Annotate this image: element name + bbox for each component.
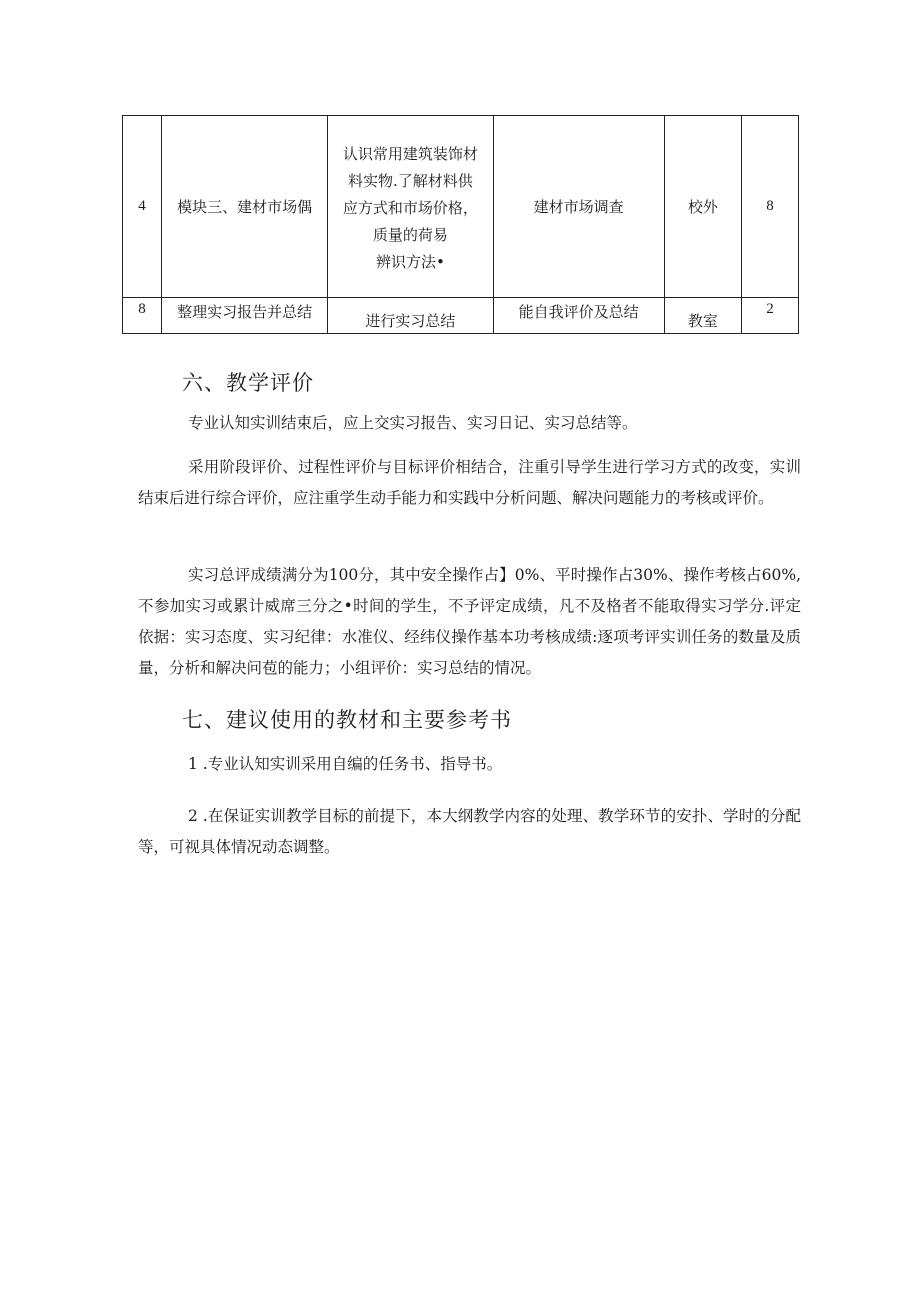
cell-requirement: 能自我评价及总结 [493,298,664,334]
section6-heading: 六、教学评价 [182,371,314,395]
content-line: 料实物.了解材料供 [348,172,473,190]
cell-module: 整理实习报告并总结 [162,298,328,334]
table-row [123,298,799,334]
section7-heading: 七、建议使用的教材和主要参考书 [182,708,512,732]
cell-content [328,116,493,298]
section7-item-2: 2 .在保证实训教学目标的前提下，本大纲教学内容的处理、教学环节的安扑、学时的分配等，可视具体情况动态调整。 [138,807,801,856]
cell-location: 校外 [664,116,741,298]
section6-paragraph-1: 专业认知实训结束后，应上交实习报告、实习日记、实习总结等。 [188,414,638,432]
content-line: 辨识方法• [375,253,445,271]
cell-module: 模块三、建材市场偶 [162,116,328,298]
section6-paragraph-3: 实习总评成绩满分为100分，其中安全操作占】0%、平时操作占30%、操作考核占60%,不参加实习或累计威席三分之•时间的学生，不予评定成绩，凡不及格者不能取得实习学分.评定依据：实习态度、实习纪律：水准仪、经纬仪操作基本功考核成绩:逐项考评实训任务的数量及质量，分析和解决问苞的能力；小组评价：实习总结的情况。 [138,566,801,677]
cell-requirement: 建材市场调查 [493,116,664,298]
cell-content: 进行实习总结 [328,298,493,334]
section6-paragraph-2: 采用阶段评价、过程性评价与目标评价相结合，注重引导学生进行学习方式的改变，实训结束后进行综合评价，应注重学生动手能力和实践中分析问题、解决问题能力的考核或评价。 [138,458,801,507]
schedule-table [122,115,799,334]
content-line: 认识常用建筑装饰材 [342,145,478,163]
cell-no: 4 [123,116,162,298]
cell-location: 教室 [664,298,741,334]
table-row [123,116,799,298]
cell-hours: 8 [741,116,798,298]
content-line: 应方式和市场价格， [342,199,478,217]
content-line: 质量的荷易 [372,226,448,244]
cell-hours: 2 [741,298,798,334]
section7-item-1: 1 .专业认知实训采用自编的任务书、指导书。 [188,755,503,773]
cell-no: 8 [123,298,162,334]
